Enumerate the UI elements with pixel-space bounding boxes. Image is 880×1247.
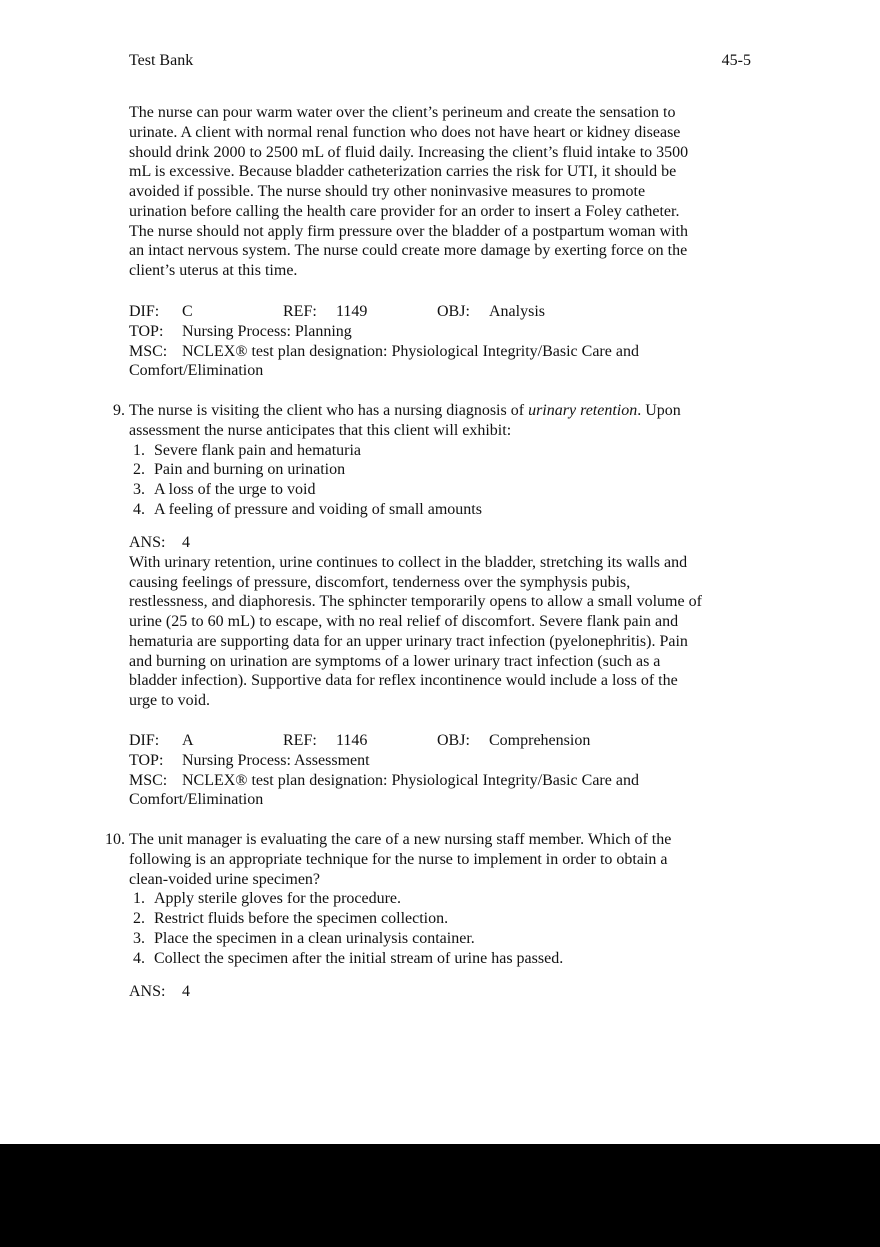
option-number: 1.	[133, 441, 145, 459]
answer-row	[129, 982, 754, 1002]
ans-value: 4	[182, 534, 190, 551]
option-text: Apply sterile gloves for the procedure.	[154, 890, 402, 908]
msc-label: MSC:	[129, 342, 168, 360]
top-label: TOP:	[129, 751, 164, 769]
answer-options	[129, 889, 755, 968]
dif-label: DIF:	[129, 303, 160, 320]
dif-value: A	[182, 732, 194, 749]
option-number: 3.	[133, 929, 145, 947]
question-number: 9.	[113, 402, 125, 419]
msc-value: NCLEX® test plan designation: Physiological Integrity/Basic Care and	[182, 771, 639, 789]
ref-label: REF:	[283, 303, 317, 320]
rationale-line: With urinary retention, urine continues to collect in the bladder, stretching its walls and	[129, 553, 688, 571]
stem-text: clean-voided urine specimen?	[129, 870, 321, 888]
rationale-line: The nurse should not apply firm pressure over the bladder of a postpartum woman with	[129, 222, 688, 240]
option-3	[129, 929, 755, 949]
rationale-line: should drink 2000 to 2500 mL of fluid daily. Increasing the client’s fluid intake to 3500	[129, 143, 689, 161]
stem-text: assessment the nurse anticipates that this client will exhibit:	[129, 421, 512, 439]
rationale-line: client’s uterus at this time.	[129, 262, 298, 279]
question-10	[95, 830, 755, 968]
option-text: Pain and burning on urination	[154, 461, 346, 479]
option-2	[129, 909, 755, 929]
meta-msc-cont	[129, 790, 754, 810]
dif-label: DIF:	[129, 732, 160, 749]
msc-value-cont: Comfort/Elimination	[129, 362, 264, 380]
msc-value: NCLEX® test plan designation: Physiological Integrity/Basic Care and	[182, 342, 639, 360]
meta-dif-ref-obj	[129, 302, 754, 322]
ans-label: ANS:	[129, 983, 166, 1000]
meta-msc	[129, 771, 754, 791]
meta-top	[129, 751, 754, 771]
option-1	[129, 889, 755, 909]
option-number: 1.	[133, 890, 145, 908]
black-bottom-band	[0, 1144, 880, 1247]
option-1	[129, 441, 755, 461]
ref-label: REF:	[283, 732, 317, 749]
rationale-line: mL is excessive. Because bladder catheterization carries the risk for UTI, it should be	[129, 163, 677, 181]
rationale-line: hematuria are supporting data for an upper urinary tract infection (pyelonephritis). Pain	[129, 632, 688, 650]
header-title: Test Bank	[129, 52, 194, 69]
top-value: Nursing Process: Assessment	[182, 751, 370, 769]
page-number: 45-5	[721, 52, 751, 69]
rationale-line: urinate. A client with normal renal function who does not have heart or kidney disease	[129, 123, 681, 141]
rationale-line: an intact nervous system. The nurse could create more damage by exerting force on the	[129, 242, 688, 260]
stem-emphasis: urinary retention	[528, 402, 638, 419]
obj-value: Comprehension	[489, 732, 591, 749]
ref-value: 1149	[336, 303, 368, 320]
answer-q10	[129, 982, 754, 1002]
option-number: 2.	[133, 910, 145, 927]
answer-row	[129, 533, 754, 553]
question-stem	[129, 401, 755, 441]
option-number: 2.	[133, 461, 145, 479]
stem-text: The nurse is visiting the client who has a nursing diagnosis of	[129, 402, 529, 419]
obj-label: OBJ:	[437, 303, 470, 320]
rationale-line: urine (25 to 60 mL) to escape, with no real relief of discomfort. Severe flank pain and	[129, 613, 679, 630]
meta-dif-ref-obj	[129, 731, 754, 751]
stem-text: The unit manager is evaluating the care of a new nursing staff member. Which of the	[129, 831, 672, 848]
ans-value: 4	[182, 983, 190, 1000]
meta-msc-cont	[129, 361, 754, 381]
rationale-line: bladder infection). Supportive data for reflex incontinence would include a loss of the	[129, 672, 678, 690]
option-text: Severe flank pain and hematuria	[154, 441, 362, 459]
option-text: Restrict fluids before the specimen collection.	[154, 910, 449, 927]
option-number: 3.	[133, 481, 145, 498]
answer-q9	[129, 533, 754, 711]
msc-value-cont: Comfort/Elimination	[129, 791, 264, 809]
rationale-line: restlessness, and diaphoresis. The sphincter temporarily opens to allow a small volume of	[129, 593, 702, 611]
option-3	[129, 480, 755, 500]
rationale-line: causing feelings of pressure, discomfort, tenderness over the symphysis pubis,	[129, 573, 631, 591]
rationale-q8	[129, 103, 754, 281]
rationale-line: avoided if possible. The nurse should try other noninvasive measures to promote	[129, 183, 646, 200]
meta-q8	[129, 302, 754, 381]
rationale-line: urination before calling the health care provider for an order to insert a Foley catheter.	[129, 202, 680, 220]
meta-q9	[129, 731, 754, 810]
ans-label: ANS:	[129, 534, 166, 551]
msc-label: MSC:	[129, 771, 168, 789]
option-2	[129, 460, 755, 480]
answer-options	[129, 441, 755, 520]
question-9	[95, 401, 755, 520]
stem-text: following is an appropriate technique for the nurse to implement in order to obtain a	[129, 850, 668, 868]
option-4	[129, 949, 755, 969]
top-label: TOP:	[129, 322, 164, 340]
obj-value: Analysis	[489, 303, 545, 320]
meta-top	[129, 322, 754, 342]
dif-value: C	[182, 303, 193, 320]
rationale-line: urge to void.	[129, 692, 211, 709]
rationale-line: and burning on urination are symptoms of a lower urinary tract infection (such as a	[129, 652, 661, 670]
option-text: A feeling of pressure and voiding of small amounts	[154, 500, 482, 518]
option-text: Place the specimen in a clean urinalysis container.	[154, 929, 475, 947]
option-text: Collect the specimen after the initial stream of urine has passed.	[154, 949, 564, 967]
ref-value: 1146	[336, 732, 368, 749]
rationale-line: The nurse can pour warm water over the client’s perineum and create the sensation to	[129, 104, 676, 121]
obj-label: OBJ:	[437, 732, 470, 749]
page-header	[129, 52, 751, 72]
option-number: 4.	[133, 500, 145, 518]
option-text: A loss of the urge to void	[154, 481, 316, 498]
question-stem	[129, 830, 755, 889]
top-value: Nursing Process: Planning	[182, 322, 352, 340]
option-number: 4.	[133, 949, 145, 967]
stem-text: . Upon	[637, 402, 681, 419]
option-4	[129, 500, 755, 520]
meta-msc	[129, 342, 754, 362]
question-number: 10.	[105, 831, 125, 848]
